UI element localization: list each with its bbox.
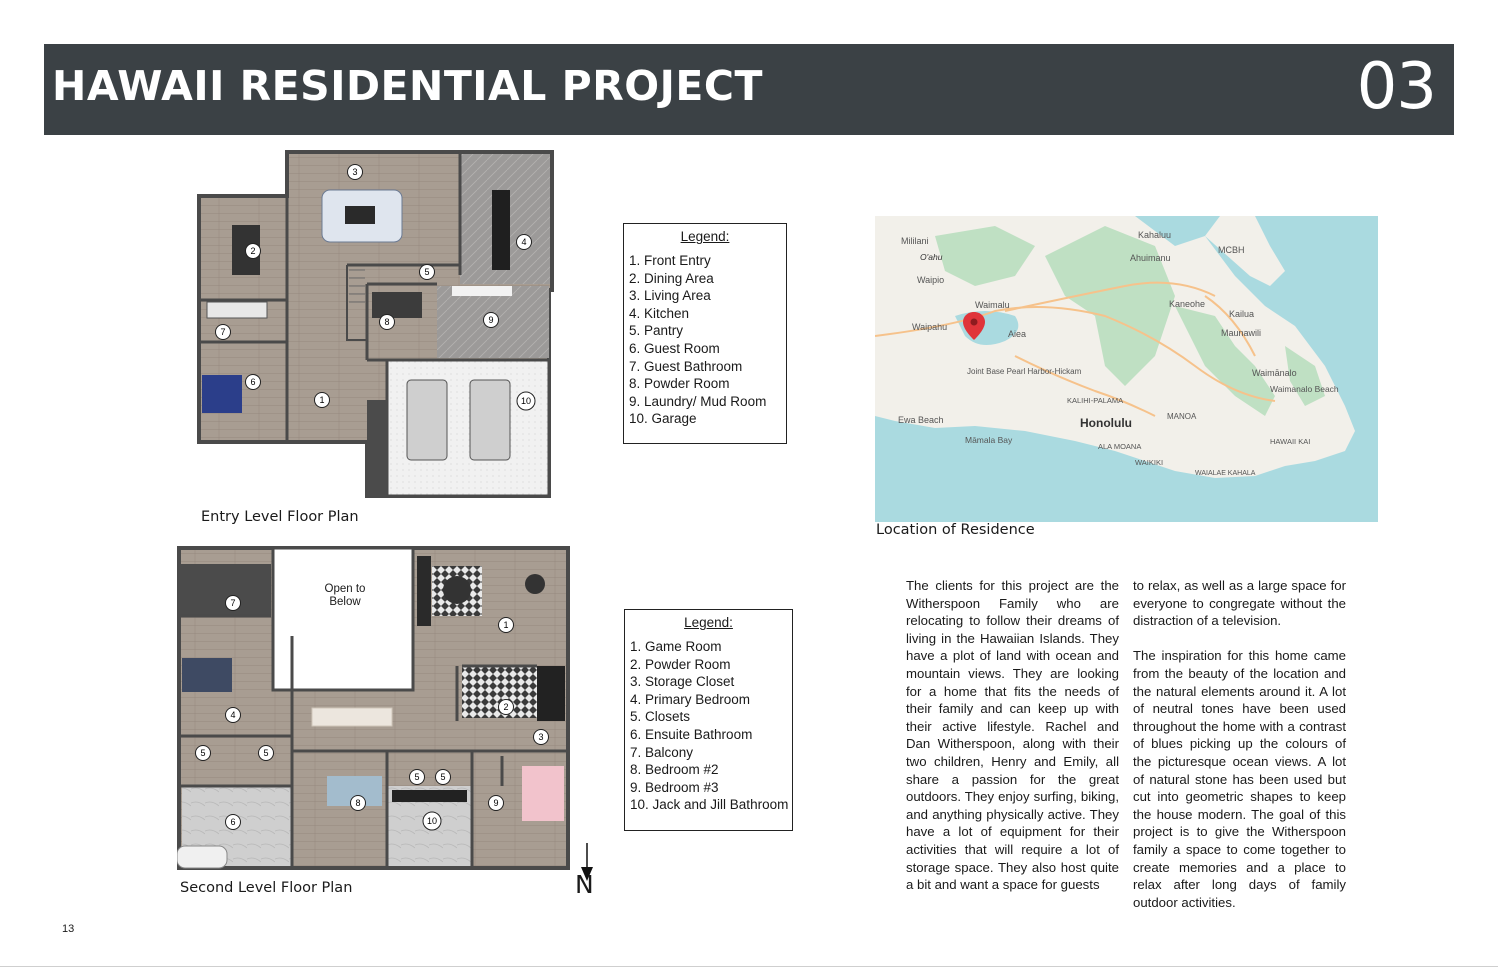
legend-item: 9. Bedroom #3 [630, 779, 719, 795]
map-label: Kahaluu [1138, 230, 1172, 240]
entry-marker-4: 4 [521, 237, 527, 247]
paragraph: to relax, as well as a large space for everyone to congregate without the distraction of a television. [1133, 578, 1346, 629]
map-label: Waipahu [912, 322, 948, 332]
open-to-below-label: Open to Below [324, 583, 366, 608]
legend-item: 5. Closets [630, 709, 691, 725]
entry-marker-5: 5 [424, 267, 430, 277]
legend-item: 7. Guest Bathroom [629, 358, 743, 374]
entry-marker-8: 8 [384, 317, 390, 327]
map-label: Honolulu [1080, 416, 1132, 430]
second-marker-10: 10 [426, 816, 438, 826]
legend-item: 4. Kitchen [629, 305, 690, 321]
second-marker-2: 2 [503, 702, 509, 712]
map-label: MANOA [1167, 412, 1197, 421]
legend-item: 1. Front Entry [629, 253, 711, 268]
map-label: Maunawili [1221, 328, 1262, 338]
map-label: Waipio [917, 275, 945, 285]
map-label: WAIKIKI [1135, 458, 1164, 467]
entry-level-floor-plan [197, 150, 557, 500]
map-label: Waimanalo Beach [1270, 384, 1339, 394]
second-legend [624, 609, 793, 831]
entry-plan-caption: Entry Level Floor Plan [201, 509, 359, 525]
map-label: Waimānalo [1252, 368, 1297, 378]
legend-item: 2. Dining Area [629, 270, 714, 286]
title-banner [44, 44, 1454, 135]
map-label: Kailua [1229, 309, 1255, 319]
paragraph: The clients for this project are the Witherspoon Family who are relocating to follow their dreams of living in the Hawaiian Islands. They have a plot of land with ocean and mountain views. They are looking for a home that fits the needs of their family and can keep up with their active lifestyle. Rachel and Dan Witherspoon, along with their two children, Henry and Emily, all share a passion for the great outdoors. They enjoy surfing, biking, and anything physically active. They have a lot of equipment for their activities that will require a lot of storage space. They also host quite a bit and want a space for guests [906, 578, 1119, 893]
legend-item: 5. Pantry [629, 323, 684, 339]
legend-item: 8. Powder Room [629, 376, 730, 392]
map-label: Waimalu [975, 300, 1010, 310]
map-label: Mililani [901, 236, 929, 246]
second-marker-5: 5 [440, 772, 446, 782]
section-number: 03 [1356, 50, 1436, 124]
legend-item: 10. Jack and Jill Bathroom [630, 797, 789, 813]
text-column-1 [906, 577, 1119, 929]
legend-item: 8. Bedroom #2 [630, 762, 719, 778]
map-label: KALIHI-PALAMA [1067, 396, 1124, 405]
legend-item: 4. Primary Bedroom [630, 691, 751, 707]
legend-item: 10. Garage [629, 411, 697, 427]
second-plan-caption: Second Level Floor Plan [180, 880, 353, 896]
paragraph: The inspiration for this home came from the beauty of the location and the natural elements around it. A lot of neutral tones have been used throughout the home with a contrast of blues picking up the colours of the picturesque ocean views. A lot of natural stone has been used but cut into geometric shapes to keep the house modern. The goal of this project is to give the Witherspoon family a space to come together to create memories and a place to relax after long days of family outdoor activities. [1133, 648, 1346, 910]
legend-item: 7. Balcony [630, 744, 694, 760]
map-label: Kaneohe [1169, 299, 1206, 309]
legend-item: 6. Guest Room [629, 340, 720, 356]
project-description [906, 577, 1346, 929]
text-column-2 [1133, 577, 1346, 929]
map-label: Ahuimanu [1130, 253, 1171, 263]
legend-item: 6. Ensuite Bathroom [630, 726, 753, 742]
footer-page-number: 13 [62, 923, 75, 935]
second-marker-5: 5 [414, 772, 420, 782]
second-marker-3: 3 [538, 732, 544, 742]
entry-marker-10: 10 [520, 396, 532, 406]
location-map [875, 216, 1378, 522]
second-marker-7: 7 [230, 598, 236, 608]
second-marker-9: 9 [493, 798, 499, 808]
second-legend-title: Legend: [684, 615, 733, 630]
entry-marker-6: 6 [250, 377, 256, 387]
second-marker-4: 4 [230, 710, 236, 720]
entry-marker-7: 7 [220, 327, 226, 337]
map-label: ALA MOANA [1098, 442, 1142, 451]
map-label: Ewa Beach [898, 415, 944, 425]
page-title: HAWAII RESIDENTIAL PROJECT [52, 62, 763, 110]
map-label: Aiea [1008, 329, 1027, 339]
page-bottom-rule [0, 966, 1498, 967]
map-label: Māmala Bay [965, 435, 1013, 445]
map-label: MCBH [1218, 245, 1245, 255]
legend-item: 9. Laundry/ Mud Room [629, 393, 767, 409]
entry-legend-title: Legend: [680, 229, 730, 244]
entry-marker-2: 2 [250, 246, 256, 256]
map-label: O'ahu [920, 252, 943, 262]
entry-marker-1: 1 [319, 395, 325, 405]
second-marker-6: 6 [230, 817, 236, 827]
second-marker-5: 5 [200, 748, 206, 758]
north-label: N [575, 870, 594, 899]
second-marker-1: 1 [503, 620, 509, 630]
map-label: HAWAII KAI [1270, 437, 1311, 446]
legend-item: 1. Game Room [630, 639, 722, 654]
entry-marker-9: 9 [488, 315, 494, 325]
map-label: Joint Base Pearl Harbor-Hickam [967, 367, 1082, 376]
second-marker-5: 5 [263, 748, 269, 758]
second-marker-8: 8 [355, 798, 361, 808]
map-caption: Location of Residence [876, 522, 1035, 538]
legend-item: 3. Storage Closet [630, 674, 735, 690]
entry-legend [623, 223, 787, 444]
second-level-floor-plan [177, 546, 572, 874]
entry-marker-3: 3 [352, 167, 358, 177]
legend-item: 3. Living Area [629, 288, 711, 304]
legend-item: 2. Powder Room [630, 656, 731, 672]
map-label: WAIALAE KAHALA [1195, 470, 1256, 477]
